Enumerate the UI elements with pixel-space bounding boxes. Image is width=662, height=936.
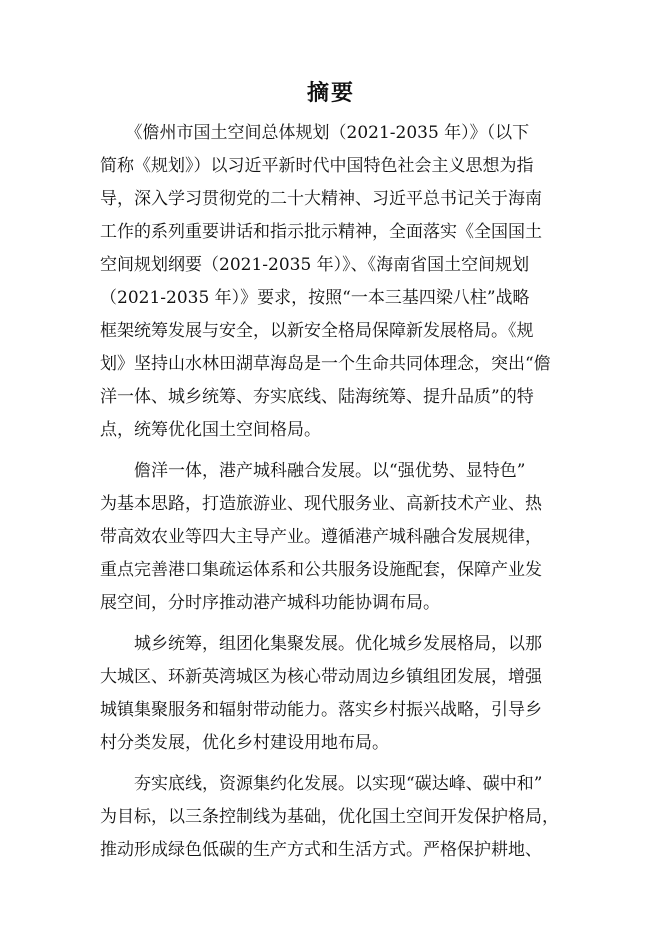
text-line: 带高效农业等四大主导产业。遵循港产城科融合发展规律， (100, 527, 542, 547)
document-body (100, 117, 570, 867)
text-line: 框架统筹发展与安全，以新安全格局保障新发展格局。《规 (100, 321, 534, 341)
text-line: 导，深入学习贯彻党的二十大精神、习近平总书记关于海南 (100, 189, 542, 209)
text-line: 儋洋一体，港产城科融合发展。以“强优势、显特色” (100, 461, 526, 481)
text-line: 划》坚持山水林田湖草海岛是一个生命共同体理念，突出“儋 (100, 354, 551, 374)
paragraph-2 (100, 455, 570, 620)
text-line: 城乡统筹，组团化集聚发展。优化城乡发展格局，以那 (100, 634, 542, 654)
text-line: 洋一体、城乡统筹、夯实底线、陆海统筹、提升品质”的特 (100, 387, 534, 407)
text-line: 空间规划纲要（2021-2035 年）》、《海南省国土空间规划 (100, 255, 530, 275)
text-line: （2021-2035 年）》要求，按照“一本三基四梁八柱”战略 (100, 288, 530, 308)
text-line: 简称《规划》）以习近平新时代中国特色社会主义思想为指 (100, 156, 534, 176)
text-line: 展空间，分时序推动港产城科功能协调布局。 (100, 593, 440, 613)
text-line: 点，统筹优化国土空间格局。 (100, 420, 321, 440)
page-title: 摘要 (306, 81, 355, 106)
paragraph-gap (100, 447, 570, 455)
paragraph-gap (100, 760, 570, 768)
text-line: 工作的系列重要讲话和指示批示精神，全面落实《全国国土 (100, 222, 542, 242)
paragraph-gap (100, 620, 570, 628)
paragraph-1 (100, 117, 570, 447)
text-line: 重点完善港口集疏运体系和公共服务设施配套，保障产业发 (100, 560, 542, 580)
paragraph-4 (100, 768, 570, 867)
text-line: 大城区、环新英湾城区为核心带动周边乡镇组团发展，增强 (100, 667, 542, 687)
text-line: 为目标，以三条控制线为基础，优化国土空间开发保护格局， (100, 807, 559, 827)
paragraph-3 (100, 628, 570, 760)
text-line: 推动形成绿色低碳的生产方式和生活方式。严格保护耕地、 (100, 840, 542, 860)
text-line: 《儋州市国土空间总体规划（2021-2035 年）》（以下 (100, 123, 530, 143)
text-line: 城镇集聚服务和辐射带动能力。落实乡村振兴战略，引导乡 (100, 700, 542, 720)
text-line: 为基本思路，打造旅游业、现代服务业、高新技术产业、热 (100, 494, 542, 514)
text-line: 村分类发展，优化乡村建设用地布局。 (100, 733, 389, 753)
text-line: 夯实底线，资源集约化发展。以实现“碳达峰、碳中和” (100, 774, 543, 794)
